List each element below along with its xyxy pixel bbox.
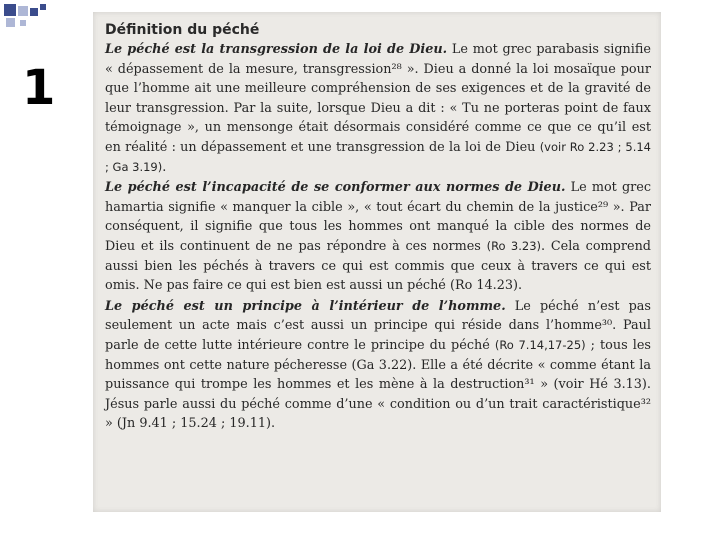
corner-decoration — [0, 0, 60, 40]
paragraph-body: Le péché n’est pas seulement un acte mais c’est aussi un principe qui réside dans l’homme³⁰. Paul parle de cette lutte intérieure contre le principe du péché — [105, 298, 651, 353]
paragraph-lead: Le péché est l’incapacité de se conformer aux normes de Dieu. — [105, 180, 566, 196]
paragraph-body: Le mot grec hamartia signifie « manquer la cible », « tout écart du chemin de la justice²⁹ ». Par conséquent, il signifie que tous les hommes ont manqué la cible des normes de Dieu et ils continuent de ne pas répondre à ces normes — [105, 180, 652, 254]
paragraph-lead: Le péché est la transgression de la loi de Dieu. — [105, 42, 448, 57]
scanned-page — [93, 12, 661, 512]
paragraph-transgression — [105, 40, 651, 177]
scripture-reference: (Ro 7.14,17-25) — [494, 337, 586, 352]
paragraph-incapacity — [105, 178, 651, 296]
paragraph-tail: . Cela comprend aussi bien les péchés à travers ce qui est commis que ceux à travers ce qui est omis. Ne pas faire ce qui est bien est aussi un péché (Ro 14.23). — [105, 238, 652, 294]
decor-square — [30, 8, 38, 16]
page-content — [105, 20, 651, 435]
decor-square — [6, 18, 15, 27]
scripture-reference: (voir Ro 2.23 ; 5.14 ; Ga 3.19) — [105, 139, 652, 174]
decor-square — [18, 6, 28, 16]
decor-square — [20, 20, 26, 26]
paragraph-tail: ; tous les hommes ont cette nature pécheresse (Ga 3.22). Elle a été décrite « comme étant la puissance qui trompe les hommes et les mène à la destruction³¹ » (voir Hé 3.13). Jésus parle aussi du péché comme d’une « condition ou d’un trait caractéristique³² » (Jn 9.41 ; 15.24 ; 19.11). — [105, 337, 651, 432]
decor-square — [40, 4, 46, 10]
paragraph-principle — [105, 297, 651, 434]
scripture-reference: (Ro 3.23) — [486, 238, 542, 253]
slide-number: 1 — [22, 60, 56, 116]
paragraph-body: Le mot grec parabasis signifie « dépassement de la mesure, transgression²⁸ ». Dieu a donné la loi mosaïque pour que l’homme ait une meilleure compréhension de ses exigences et de la gravité de leur transgression. Par la suite, lorsque Dieu a dit : « Tu ne porteras point de faux témoignage », un mensonge était désormais considéré comme ce que ce qu’il est en réalité : un dépassement et une transgression de la loi de Dieu — [105, 42, 651, 155]
section-heading: Définition du péché — [105, 22, 260, 38]
decor-square — [4, 4, 16, 16]
paragraph-lead: Le péché est un principe à l’intérieur de l’homme. — [105, 298, 506, 314]
paragraph-tail: . — [162, 159, 167, 175]
